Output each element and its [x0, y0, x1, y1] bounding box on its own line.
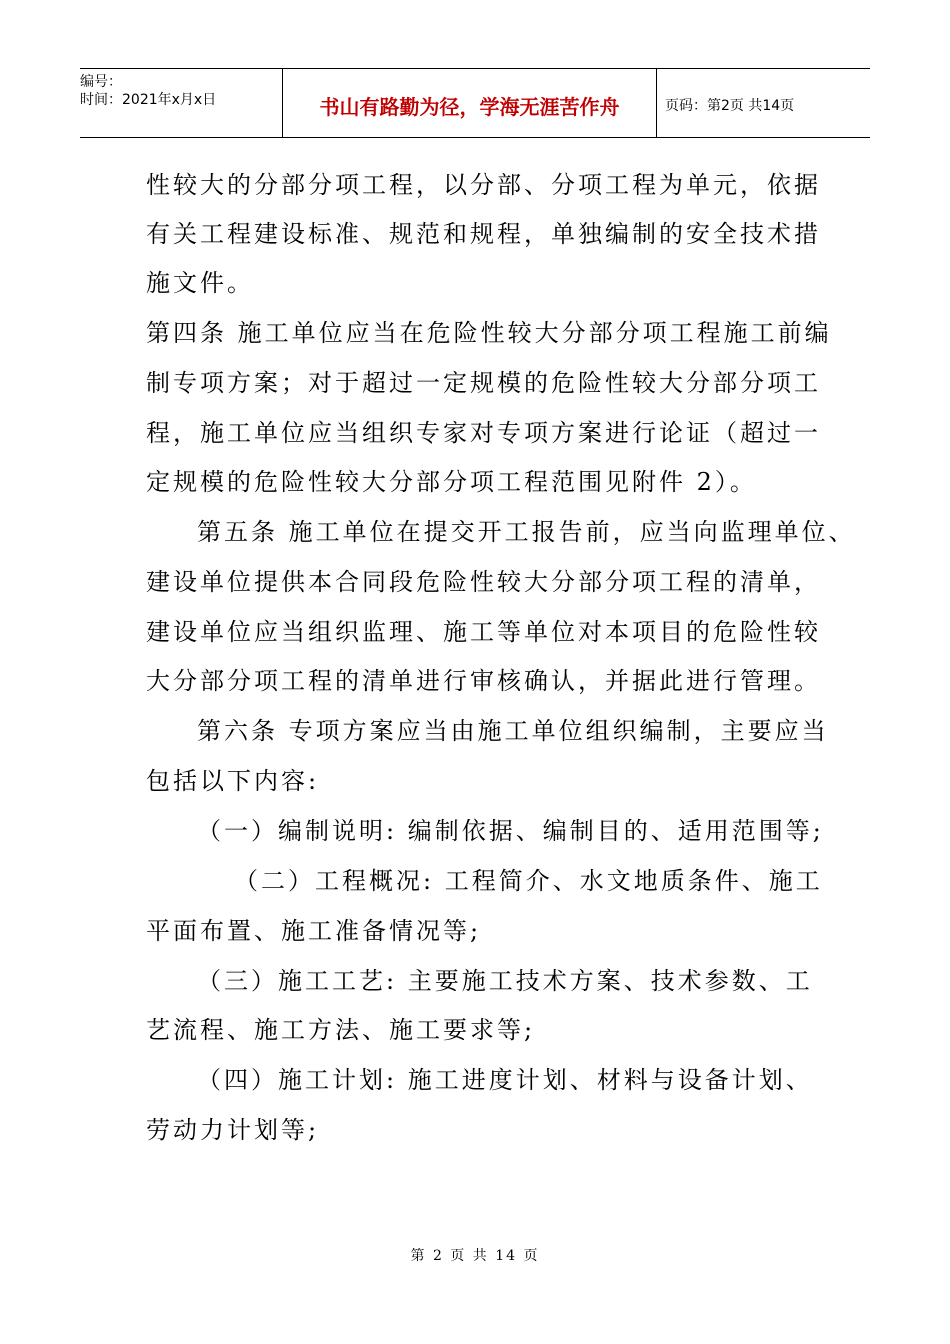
body-line: 制专项方案；对于超过一定规模的危险性较大分部分项工 — [146, 369, 821, 397]
body-line: 施文件。 — [146, 269, 254, 297]
document-number-label: 编号： — [80, 74, 122, 90]
body-line: 大分部分项工程的清单进行审核确认，并据此进行管理。 — [146, 667, 821, 695]
body-line: （四）施工计划: 施工进度计划、材料与设备计划、 — [197, 1066, 813, 1094]
body-line: 程，施工单位应当组织专家对专项方案进行论证（超过一 — [146, 419, 821, 447]
page-header — [80, 68, 870, 138]
body-line: 定规模的危险性较大分部分项工程范围见附件 2）。 — [146, 468, 757, 496]
document-date-label: 时间：2021年x月x日 — [80, 92, 217, 108]
body-line: 第六条 专项方案应当由施工单位组织编制，主要应当 — [197, 717, 829, 745]
body-line: 平面布置、施工准备情况等; — [146, 917, 482, 945]
body-line: 性较大的分部分项工程，以分部、分项工程为单元，依据 — [146, 171, 821, 199]
header-meta — [80, 69, 282, 137]
body-line: 建设单位提供本合同段危险性较大分部分项工程的清单， — [146, 568, 821, 596]
page-footer: 第 2 页 共 14 页 — [410, 1248, 540, 1264]
body-line: 包括以下内容: — [146, 767, 320, 795]
body-line: 有关工程建设标准、规范和规程，单独编制的安全技术措 — [146, 220, 821, 248]
body-line: 第四条 施工单位应当在危险性较大分部分项工程施工前编 — [146, 319, 832, 347]
body-line: 建设单位应当组织监理、施工等单位对本项目的危险性较 — [146, 618, 821, 646]
body-line: （一）编制说明: 编制依据、编制目的、适用范围等; — [197, 817, 824, 845]
body-line: 第五条 施工单位在提交开工报告前，应当向监理单位、 — [197, 518, 856, 546]
body-line: （三）施工工艺: 主要施工技术方案、技术参数、工 — [197, 967, 813, 995]
body-line: 艺流程、施工方法、施工要求等; — [146, 1016, 536, 1044]
header-page-info: 页码：第2页 共14页 — [665, 98, 795, 114]
header-motto: 书山有路勤为径，学海无涯苦作舟 — [282, 69, 657, 137]
body-line: （二）工程概况: 工程简介、水文地质条件、施工 — [234, 867, 823, 895]
body-line: 劳动力计划等; — [146, 1116, 320, 1144]
